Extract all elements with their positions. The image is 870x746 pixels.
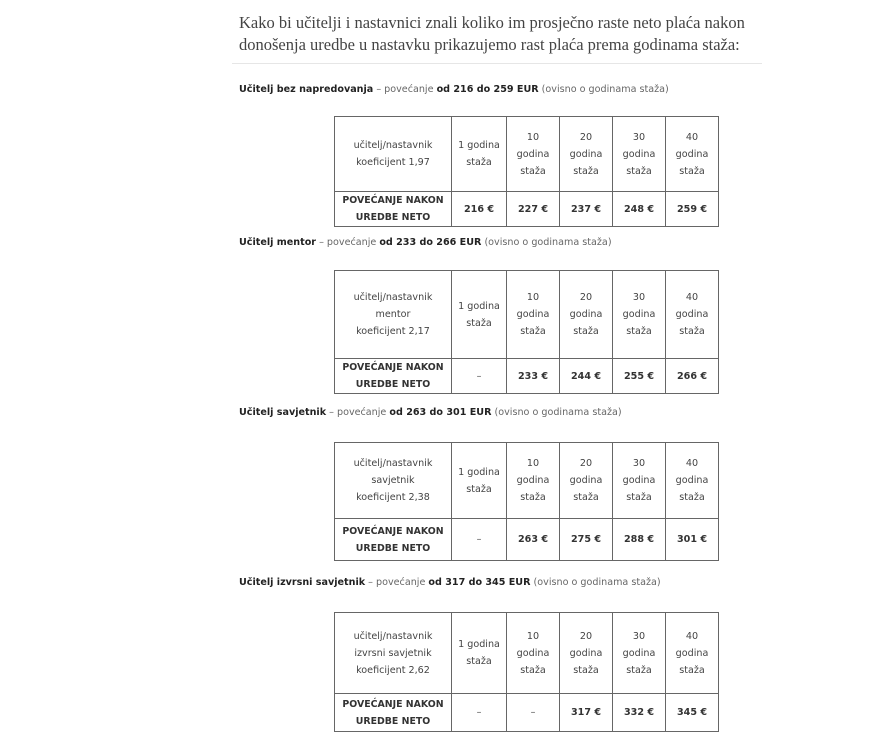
years-header-line: staža	[573, 664, 599, 676]
years-header-cell	[560, 443, 613, 519]
years-header-cell	[507, 117, 560, 192]
years-header-cell	[666, 443, 719, 519]
increase-value-cell: 263 €	[507, 519, 560, 561]
increase-label-line: POVEĆANJE NAKON	[342, 362, 444, 373]
increase-label-line: POVEĆANJE NAKON	[342, 525, 444, 537]
increase-label-cell	[335, 192, 452, 227]
salary-table	[334, 442, 719, 561]
section-range: od 263 do 301 EUR	[389, 407, 492, 418]
section-mid: – povećanje	[326, 407, 390, 418]
years-header-line: staža	[679, 326, 705, 337]
increase-value-cell: 332 €	[613, 694, 666, 732]
years-header-cell	[507, 271, 560, 359]
table-header-row	[335, 271, 719, 359]
years-header-line: 20	[579, 458, 593, 469]
years-header-line: godina	[622, 475, 656, 486]
years-header-line: godina	[516, 647, 550, 659]
years-header-line: 40	[685, 131, 699, 143]
years-header-cell	[452, 443, 507, 519]
years-header-cell	[507, 443, 560, 519]
years-header-line: 40	[685, 458, 699, 469]
increase-label-line: POVEĆANJE NAKON	[342, 195, 444, 206]
years-header-line: 40	[685, 292, 699, 303]
years-header-line: staža	[626, 664, 652, 676]
increase-value-cell: 266 €	[666, 359, 719, 394]
years-header-cell	[560, 271, 613, 359]
table-header-row	[335, 613, 719, 694]
increase-value-cell: 345 €	[666, 694, 719, 732]
years-header-line: godina	[675, 647, 709, 659]
years-header-cell	[613, 117, 666, 192]
section-title: Učitelj savjetnik	[239, 407, 327, 418]
section-heading	[239, 407, 622, 418]
section-heading	[239, 577, 661, 588]
years-header-line: godina	[516, 309, 550, 320]
increase-value-cell: –	[452, 519, 507, 561]
years-header-cell	[666, 271, 719, 359]
table-header-row	[335, 117, 719, 192]
section-note: (ovisno o godinama staža)	[481, 237, 612, 248]
increase-label-cell	[335, 694, 452, 732]
years-header-line: staža	[626, 326, 652, 337]
increase-value-cell: 227 €	[507, 192, 560, 227]
increase-value-cell: 216 €	[452, 192, 507, 227]
years-header-line: 30	[632, 292, 646, 303]
increase-value-cell: –	[452, 694, 507, 732]
increase-value-cell: 288 €	[613, 519, 666, 561]
section-range: od 317 do 345 EUR	[428, 577, 531, 588]
years-header-line: staža	[520, 664, 546, 676]
section-title: Učitelj mentor	[239, 237, 317, 248]
increase-value-cell: –	[452, 359, 507, 394]
years-header-line: staža	[626, 165, 652, 177]
years-header-line: staža	[626, 492, 652, 503]
table-header-row	[335, 443, 719, 519]
role-label-line: učitelj/nastavnik	[353, 140, 433, 151]
years-header-line: 20	[579, 630, 593, 642]
increase-value-cell: 255 €	[613, 359, 666, 394]
years-header-cell	[666, 117, 719, 192]
years-header-line: staža	[520, 165, 546, 177]
years-header-line: 1 godina	[458, 639, 500, 650]
years-header-line: godina	[622, 647, 656, 659]
section-title: Učitelj bez napredovanja	[239, 84, 374, 95]
role-label-line: koeficijent 2,17	[356, 326, 430, 337]
section-note: (ovisno o godinama staža)	[491, 407, 622, 418]
years-header-line: godina	[675, 148, 709, 160]
years-header-line: godina	[569, 647, 603, 659]
section-heading	[239, 84, 669, 95]
years-header-line: staža	[466, 317, 492, 329]
years-header-line: godina	[516, 148, 550, 160]
role-label-line: koeficijent 1,97	[356, 157, 430, 168]
years-header-line: staža	[679, 492, 705, 503]
intro-paragraph: Kako bi učitelji i nastavnici znali koliko im prosječno raste neto plaća nakon donošenja uredbe u nastavku prikazujemo rast plaća prema godinama staža:	[239, 13, 745, 54]
years-header-line: staža	[573, 165, 599, 177]
years-header-line: godina	[622, 309, 656, 320]
role-label-cell	[335, 443, 452, 519]
role-label-line: učitelj/nastavnik	[353, 630, 433, 642]
years-header-line: staža	[466, 157, 492, 168]
years-header-cell	[507, 613, 560, 694]
increase-value-cell: 317 €	[560, 694, 613, 732]
section-mid: – povećanje	[365, 577, 429, 588]
increase-value-cell: 244 €	[560, 359, 613, 394]
years-header-cell	[560, 613, 613, 694]
role-label-line: izvrsni savjetnik	[354, 647, 432, 659]
years-header-line: 40	[685, 630, 699, 642]
years-header-line: 1 godina	[458, 300, 500, 312]
years-header-cell	[666, 613, 719, 694]
table-value-row	[335, 359, 719, 394]
years-header-line: staža	[520, 326, 546, 337]
years-header-cell	[613, 443, 666, 519]
role-label-cell	[335, 117, 452, 192]
increase-label-line: UREDBE NETO	[355, 379, 431, 390]
increase-value-cell: 237 €	[560, 192, 613, 227]
years-header-cell	[613, 613, 666, 694]
years-header-line: 10	[526, 458, 540, 469]
years-header-line: 10	[526, 630, 540, 642]
years-header-line: godina	[675, 475, 709, 486]
years-header-line: staža	[466, 483, 492, 495]
years-header-line: staža	[679, 165, 705, 177]
increase-value-cell: 248 €	[613, 192, 666, 227]
years-header-line: godina	[569, 309, 603, 320]
years-header-cell	[560, 117, 613, 192]
years-header-line: staža	[466, 656, 492, 667]
increase-value-cell: 233 €	[507, 359, 560, 394]
increase-label-line: UREDBE NETO	[355, 715, 431, 727]
years-header-line: godina	[569, 475, 603, 486]
years-header-cell	[452, 613, 507, 694]
role-label-line: koeficijent 2,62	[356, 664, 430, 676]
increase-label-line: UREDBE NETO	[355, 212, 431, 223]
table-value-row	[335, 694, 719, 732]
role-label-line: učitelj/nastavnik	[353, 292, 433, 303]
years-header-line: staža	[520, 492, 546, 503]
increase-value-cell: 259 €	[666, 192, 719, 227]
section-mid: – povećanje	[373, 84, 437, 95]
years-header-line: godina	[622, 148, 656, 160]
increase-value-cell: –	[507, 694, 560, 732]
years-header-line: 1 godina	[458, 140, 500, 151]
years-header-cell	[452, 271, 507, 359]
role-label-cell	[335, 271, 452, 359]
section-title: Učitelj izvrsni savjetnik	[239, 577, 366, 588]
years-header-cell	[452, 117, 507, 192]
section-note: (ovisno o godinama staža)	[530, 577, 661, 588]
years-header-line: 20	[579, 292, 593, 303]
years-header-line: 1 godina	[458, 466, 500, 478]
section-range: od 216 do 259 EUR	[436, 84, 539, 95]
increase-value-cell: 301 €	[666, 519, 719, 561]
section-note: (ovisno o godinama staža)	[538, 84, 669, 95]
years-header-line: godina	[516, 475, 550, 486]
role-label-line: koeficijent 2,38	[356, 492, 430, 503]
increase-label-line: POVEĆANJE NAKON	[342, 698, 444, 710]
years-header-cell	[613, 271, 666, 359]
divider	[232, 63, 762, 64]
years-header-line: staža	[679, 664, 705, 676]
years-header-line: godina	[569, 148, 603, 160]
salary-table	[334, 270, 719, 394]
years-header-line: 30	[632, 630, 646, 642]
table-value-row	[335, 519, 719, 561]
years-header-line: 30	[632, 131, 646, 143]
salary-table	[334, 612, 719, 732]
increase-label-cell	[335, 359, 452, 394]
years-header-line: 10	[526, 292, 540, 303]
section-mid: – povećanje	[316, 237, 380, 248]
increase-value-cell: 275 €	[560, 519, 613, 561]
increase-label-cell	[335, 519, 452, 561]
years-header-line: 10	[526, 131, 540, 143]
role-label-line: savjetnik	[371, 475, 415, 486]
role-label-line: mentor	[375, 309, 411, 320]
years-header-line: staža	[573, 326, 599, 337]
table-value-row	[335, 192, 719, 227]
years-header-line: 30	[632, 458, 646, 469]
years-header-line: godina	[675, 309, 709, 320]
years-header-line: staža	[573, 492, 599, 503]
increase-label-line: UREDBE NETO	[355, 542, 431, 554]
section-range: od 233 do 266 EUR	[379, 237, 482, 248]
role-label-line: učitelj/nastavnik	[353, 458, 433, 469]
salary-table	[334, 116, 719, 227]
role-label-cell	[335, 613, 452, 694]
years-header-line: 20	[579, 131, 593, 143]
section-heading	[239, 237, 612, 248]
